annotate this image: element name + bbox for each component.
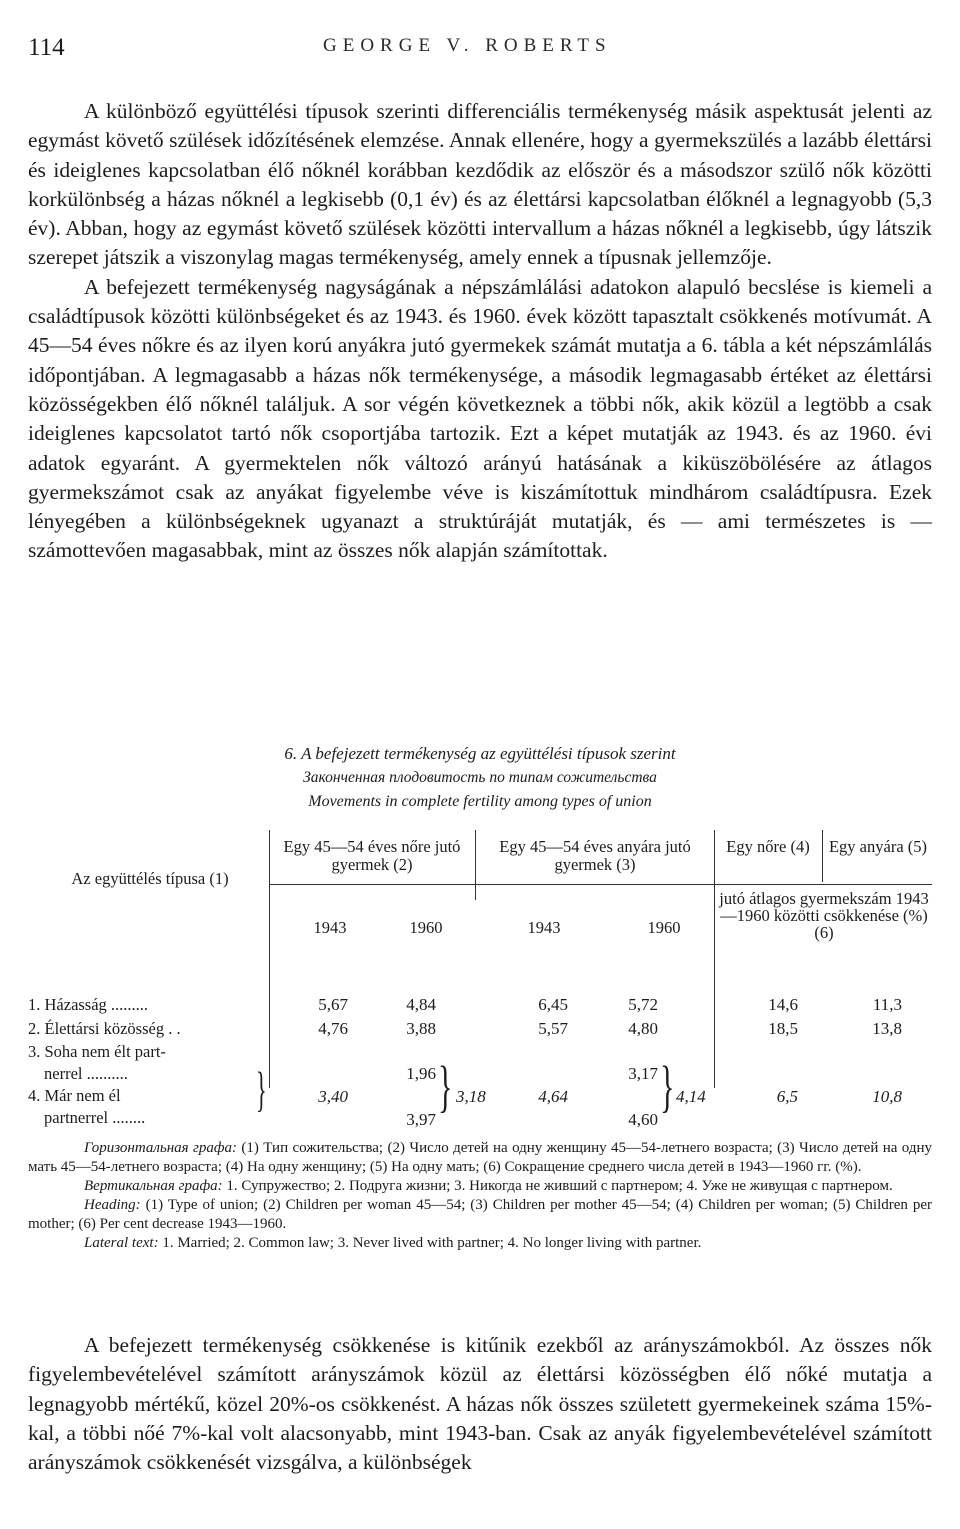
column-divider [822, 830, 823, 882]
row-label-never-lived-cont: nerrel .......... [44, 1064, 128, 1083]
table-cell: 6,45 [538, 995, 568, 1014]
table-cell: 5,72 [628, 995, 658, 1014]
paragraph: A befejezett termékenység nagyságának a népszámlálási adatokon alapuló becslése is kiemeli a családtípusok közötti különbségeket és az 1943. és 1960. évek között tapasztalt csökkenés motívumát. A 45—54 éves nőkre és az ilyen korú anyákra jutó gyermekek számát mutatja a 6. tábla a két népszámlálás időpontjában. A legmagasabb a házas nők termékenysége, a második legmagasabb értéket az élettársi közösségekben élő nőknél találjuk. A sor végén következnek a többi nők, akik közül a legtöbb a csak ideiglenes kapcsolatot tartó nők csoportjába tartozik. Ezt a képet mutatják az 1943. és az 1960. évi adatok egyaránt. A gyermektelen nők változó arányú hatásának a kiküszöbölésére az átlagos gyermekszámot csak az anyákat figyelembe véve is kiszámítottuk mindhárom családtípusra. Ezek lényegében a különbségeknek ugyanazt a struktúráját mutatják, és — ami természetes is — számottevően magasabbak, mint az összes nők alapján számítottak. [28, 274, 932, 563]
table-cell: 6,5 [776, 1087, 798, 1106]
paragraph: A befejezett termékenység csökkenése is kitűnik ezekből az arányszámokból. Az összes nők figyelembevételével számított arányszámok közül az élettársi közösségben élő nőké mutatja a legnagyobb mértékű, közel 20%-os csökkenést. A házas nők összes született gyermekeinek száma 15%-kal, a többi nőé 7%-kal volt alacsonyabb, mint 1943-ban. Csak az anyák figyelembevételével számított arányszámok csökkenését vizsgálva, a különbségek [28, 1333, 932, 1475]
running-head: GEORGE V. ROBERTS [323, 35, 612, 56]
year-header: 1943 [313, 918, 347, 937]
table-cell: 3,18 [456, 1087, 486, 1106]
column-header-per-woman: Egy 45—54 éves nőre jutó gyermek (2) [283, 837, 461, 874]
note-text: 1. Married; 2. Common law; 3. Never lived with partner; 4. No longer living with partner. [162, 1235, 702, 1251]
header-rule [269, 884, 932, 885]
paragraph: A különböző együttélési típusok szerinti differenciális termékenység másik aspektusát jelenti az egymást követő szülések időzítésének elemzése. Annak ellenére, hogy a gyermekszülés a lazább élettársi és ideiglenes kapcsolatban élő nőknél korábban kezdődik az először és a másodszor szülő nők közötti korkülönbség a házas nőknél a legkisebb (0,1 év) és az élettársi kapcsolatban élőknél a legnagyobb (5,3 év). Abban, hogy az egymást követő szülések közötti intervallum a házas nőknél a legkisebb, úgy látszik szerepet játszik a viszonylag magas termékenység, amely ennek a típusnak jellemzője. [28, 99, 932, 270]
table-cell: 4,64 [538, 1087, 568, 1106]
table-cell: 5,67 [318, 995, 348, 1014]
table-cell: 4,80 [628, 1019, 658, 1038]
table-cell: 18,5 [768, 1019, 798, 1038]
note-label: Горизонтальная графа: [84, 1140, 238, 1156]
page-number: 114 [28, 34, 65, 61]
row-label-never-lived: 3. Soha nem élt part- [28, 1042, 166, 1061]
table-caption: 6. A befejezett termékenység az együttélési típusok szerint [284, 744, 676, 763]
table-cell: 1,96 [406, 1064, 436, 1083]
note-english-heading [28, 1196, 932, 1234]
row-brace: } [256, 1061, 267, 1117]
table-caption-russian: Законченная плодовитость по типам сожительства [303, 769, 657, 786]
row-label-common-law: 2. Élettársi közösség . . [28, 1019, 181, 1038]
closing-text [28, 1331, 932, 1477]
fertility-table [28, 830, 932, 1135]
intro-text [28, 97, 932, 566]
table-cell: 4,84 [406, 995, 436, 1014]
note-russian-lateral [28, 1177, 932, 1196]
table-cell: 3,97 [406, 1110, 436, 1129]
note-text: 1. Супружество; 2. Подруга жизни; 3. Никогда не живший с партнером; 4. Уже не живущая с партнером. [226, 1178, 893, 1194]
table-cell: 11,3 [872, 995, 902, 1014]
column-divider [714, 830, 715, 1088]
table-cell: 3,88 [406, 1019, 436, 1038]
row-label-no-longer: 4. Már nem él [28, 1086, 121, 1105]
table-cell: 3,17 [628, 1064, 658, 1083]
note-label: Lateral text: [84, 1235, 159, 1251]
table-cell: 13,8 [872, 1019, 902, 1038]
table-cell: 5,57 [538, 1019, 568, 1038]
note-text: (1) Тип сожительства; (2) Число детей на одну женщину 45—54-летнего возраста; (3) Число детей на одну мать 45—54-летнего возраста; (4) На одну женщину; (5) На одну мать; (6) Сокращение среднего числа детей в 1943—1960 гг. (%). [28, 1140, 932, 1175]
table-notes [28, 1139, 932, 1253]
value-brace: } [660, 1056, 675, 1119]
table-caption-english: Movements in complete fertility among types of union [308, 793, 652, 810]
column-header-type: Az együttélés típusa (1) [71, 869, 229, 888]
column-header-decrease-woman: Egy nőre (4) [726, 837, 810, 856]
note-text: (1) Type of union; (2) Children per woman 45—54; (3) Children per mother 45—54; (4) Children per woman; (5) Children per mother; (6) Per cent decrease 1943—1960. [28, 1197, 932, 1232]
row-label-marriage: 1. Házasság ......... [28, 995, 149, 1014]
value-brace: } [438, 1056, 453, 1119]
year-header: 1960 [409, 918, 443, 937]
year-header: 1943 [527, 918, 561, 937]
row-label-no-longer-cont: partnerrel ........ [44, 1108, 146, 1127]
note-label: Heading: [84, 1197, 141, 1213]
column-divider [475, 830, 476, 900]
column-header-decrease-mother: Egy anyára (5) [828, 837, 928, 856]
table-cell: 14,6 [768, 995, 798, 1014]
table-cell: 4,76 [318, 1019, 348, 1038]
column-header-per-mother: Egy 45—54 éves anyára jutó gyermek (3) [499, 837, 691, 874]
year-header: 1960 [647, 918, 681, 937]
column-divider [269, 830, 270, 1088]
note-russian-heading [28, 1139, 932, 1177]
table-cell: 4,14 [676, 1087, 706, 1106]
table-cell: 3,40 [318, 1087, 348, 1106]
table-cell: 4,60 [628, 1110, 658, 1129]
column-header-decrease: jutó átlagos gyermekszám 1943—1960 közötti csökkenése (%) (6) [719, 889, 929, 942]
note-label: Вертикальная графа: [84, 1178, 223, 1194]
table-cell: 10,8 [872, 1087, 902, 1106]
note-english-lateral [28, 1234, 932, 1253]
